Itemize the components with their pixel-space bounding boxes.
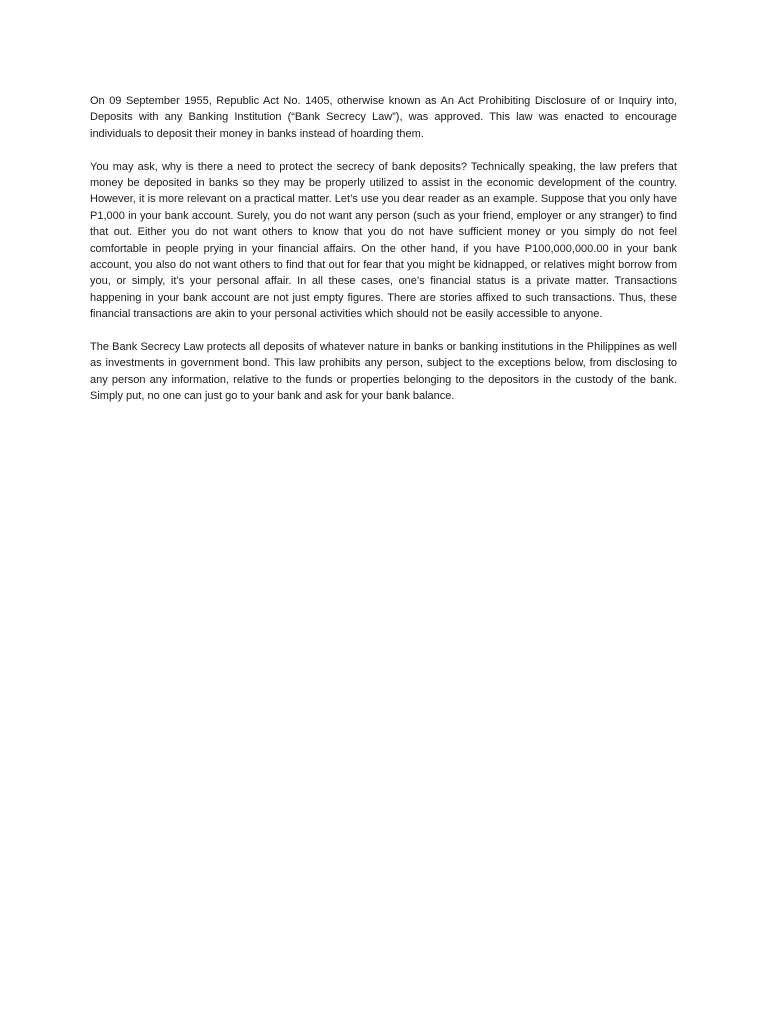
document-body — [90, 93, 677, 405]
paragraph-why-secrecy: You may ask, why is there a need to protect the secrecy of bank deposits? Technically speaking, the law prefers that money be deposited in banks so they may be properly utilized to assist in the economic development of the country. However, it is more relevant on a practical matter. Let’s use you dear reader as an example. Suppose that you only have P1,000 in your bank account. Surely, you do not want any person (such as your friend, employer or any stranger) to find that out. Either you do not want others to know that you do not have sufficient money or you simply do not feel comfortable in people prying in your financial affairs. On the other hand, if you have P100,000,000.00 in your bank account, you also do not want others to find that out for fear that you might be kidnapped, or relatives might borrow from you, or simply, it’s your personal affair. In all these cases, one’s financial status is a private matter. Transactions happening in your bank account are not just empty figures. There are stories affixed to such transactions. Thus, these financial transactions are akin to your personal activities which should not be easily accessible to anyone. — [90, 160, 677, 321]
paragraph-intro: On 09 September 1955, Republic Act No. 1405, otherwise known as An Act Prohibiting Disclosure of or Inquiry into, Deposits with any Banking Institution (“Bank Secrecy Law”), was approved. This law was enacted to encourage individuals to deposit their money in banks instead of hoarding them. — [90, 95, 677, 140]
paragraph-scope: The Bank Secrecy Law protects all deposits of whatever nature in banks or banking institutions in the Philippines as well as investments in government bond. This law prohibits any person, subject to the exceptions below, from disclosing to any person any information, relative to the funds or properties belonging to the depositors in the custody of the bank. Simply put, no one can just go to your bank and ask for your bank balance. — [90, 341, 677, 403]
